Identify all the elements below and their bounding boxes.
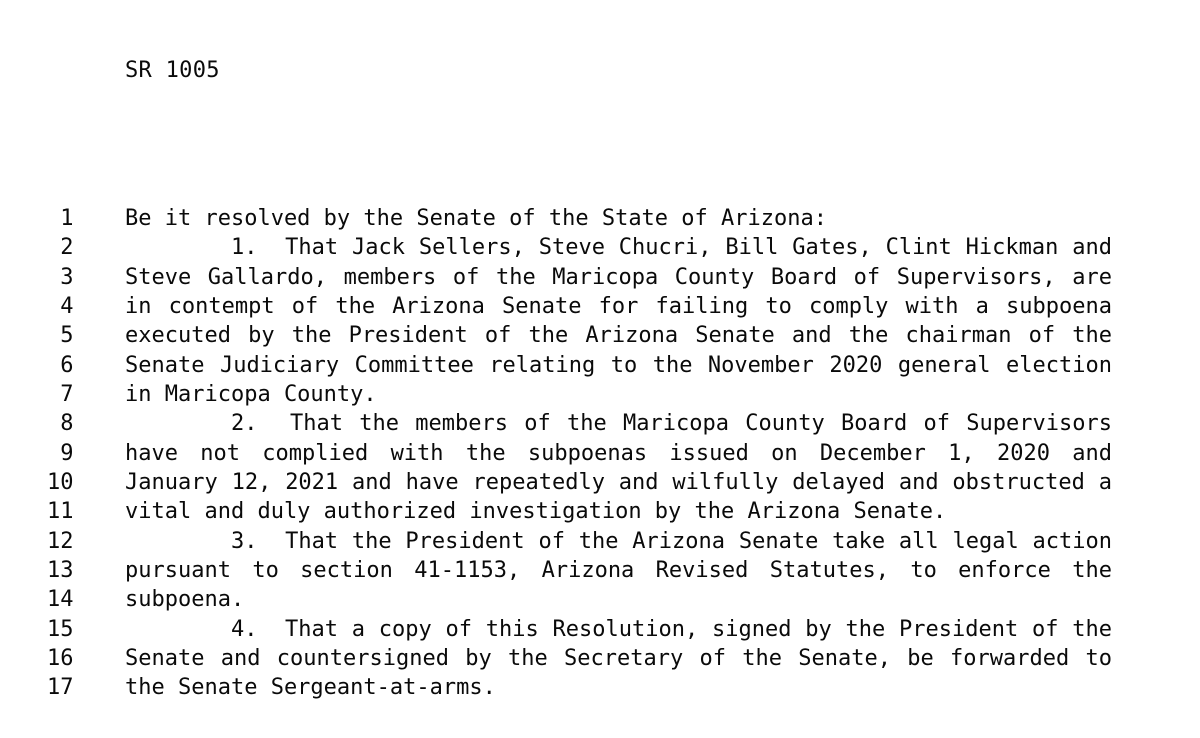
line-number: 10: [47, 469, 74, 495]
bill-line: [0, 556, 1200, 585]
line-number: 15: [47, 616, 74, 642]
line-text: Be it resolved by the Senate of the State of Arizona:: [125, 206, 827, 231]
bill-line: [0, 204, 1200, 233]
line-number: 4: [60, 293, 74, 319]
line-text: the Senate Sergeant-at-arms.: [125, 675, 496, 701]
line-text: 4. That a copy of this Resolution, signed by the President of the: [125, 615, 1112, 644]
indent-spacer: [125, 635, 231, 636]
line-text: subpoena.: [125, 587, 245, 613]
line-text: 1. That Jack Sellers, Steve Chucri, Bill Gates, Clint Hickman and: [125, 233, 1112, 262]
line-text: Senate and countersigned by the Secretary of the Senate, be forwarded to: [125, 645, 1112, 671]
line-text: Steve Gallardo, members of the Maricopa County Board of Supervisors, are: [125, 264, 1112, 290]
line-number: 6: [60, 352, 74, 378]
bill-line: [0, 409, 1200, 438]
bill-line: [0, 468, 1200, 497]
line-number: 17: [47, 675, 74, 701]
line-number: 16: [47, 645, 74, 671]
line-text: have not complied with the subpoenas issued on December 1, 2020 and: [125, 440, 1112, 466]
line-number: 5: [60, 323, 74, 349]
bill-line: [0, 497, 1200, 526]
line-number: 14: [47, 587, 74, 613]
bill-line: [0, 292, 1200, 321]
bill-line: [0, 615, 1200, 644]
line-number: 9: [60, 440, 74, 466]
line-text: Senate Judiciary Committee relating to the November 2020 general election: [125, 352, 1112, 378]
line-number: 11: [47, 499, 74, 525]
indent-spacer: [125, 253, 231, 254]
line-text: in contempt of the Arizona Senate for failing to comply with a subpoena: [125, 293, 1112, 319]
line-text: vital and duly authorized investigation by the Arizona Senate.: [125, 499, 947, 525]
line-number: 7: [60, 381, 74, 407]
bill-line: [0, 527, 1200, 556]
bill-line: [0, 263, 1200, 292]
line-number: 8: [60, 411, 74, 437]
bill-line: [0, 585, 1200, 614]
line-number: 13: [47, 557, 74, 583]
document-lines: [0, 204, 1200, 703]
line-text: executed by the President of the Arizona Senate and the chairman of the: [125, 323, 1112, 349]
bill-line: [0, 351, 1200, 380]
bill-line: [0, 233, 1200, 262]
line-text: 2. That the members of the Maricopa County Board of Supervisors: [125, 409, 1112, 438]
line-number: 2: [60, 235, 74, 261]
bill-line: [0, 673, 1200, 702]
bill-line: [0, 380, 1200, 409]
line-text: January 12, 2021 and have repeatedly and wilfully delayed and obstructed a: [125, 469, 1112, 495]
bill-line: [0, 321, 1200, 350]
bill-line: [0, 439, 1200, 468]
doc-number: SR 1005: [125, 58, 220, 83]
bill-line: [0, 644, 1200, 673]
line-number: 1: [60, 206, 74, 231]
line-text: 3. That the President of the Arizona Senate take all legal action: [125, 527, 1112, 556]
line-number: 12: [47, 528, 74, 554]
indent-spacer: [125, 547, 231, 548]
line-number: 3: [60, 264, 74, 290]
line-text: in Maricopa County.: [125, 381, 377, 407]
indent-spacer: [125, 429, 231, 430]
line-text: pursuant to section 41-1153, Arizona Revised Statutes, to enforce the: [125, 557, 1112, 583]
